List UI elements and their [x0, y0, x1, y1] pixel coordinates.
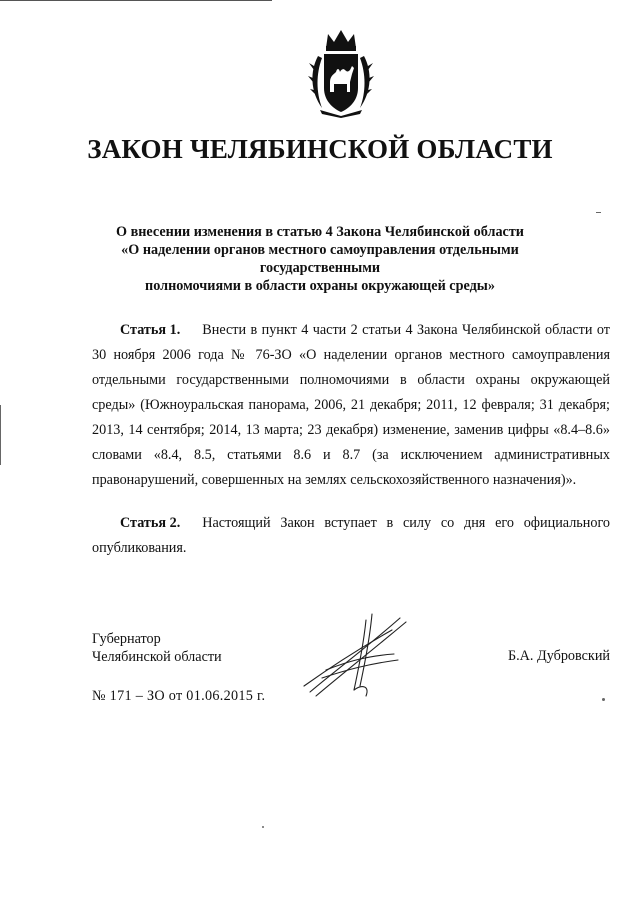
law-subtitle — [70, 223, 570, 295]
coat-of-arms-emblem — [308, 26, 374, 118]
subtitle-line: полномочиями в области охраны окружающей среды» — [145, 278, 495, 294]
subtitle-line: О внесении изменения в статью 4 Закона Челябинской области — [116, 224, 524, 240]
article-2-text: Настоящий Закон вступает в силу со дня его официального опубликования. — [92, 515, 610, 556]
governor-position: Губернатор — [92, 631, 161, 647]
document-title: ЗАКОН ЧЕЛЯБИНСКОЙ ОБЛАСТИ — [87, 134, 553, 164]
article-2 — [92, 511, 610, 561]
scan-mark — [602, 698, 605, 701]
law-number: № 171 – ЗО от 01.06.2015 г. — [92, 688, 266, 704]
governor-title — [92, 630, 222, 666]
scan-mark — [0, 405, 1, 465]
subtitle-line: «О наделении органов местного самоуправления отдельными государственными — [121, 242, 519, 276]
article-2-label: Статья 2. — [120, 515, 181, 531]
governor-name: Б.А. Дубровский — [507, 648, 610, 664]
article-1 — [92, 318, 610, 493]
handwritten-signature — [296, 600, 416, 710]
top-rule — [0, 0, 272, 1]
scan-mark — [596, 212, 601, 213]
article-1-text: Внести в пункт 4 части 2 статьи 4 Закона Челябинской области от 30 ноября 2006 года № 76-ЗО «О наделении органов местного самоуправления отдельными государственными полномочиями в области охраны окружающей среды» (Южноуральская панорама, 2006, 21 декабря; 2011, 12 февраля; 31 декабря; 2013, 14 сентября; 2014, 13 марта; 23 декабря) изменение, заменив цифры «8.4–8.6» словами «8.4, 8.5, статьями 8.6 и 8.7 (за исключением административных правонарушений, совершенных на землях сельскохозяйственного назначения)». — [92, 322, 610, 488]
governor-region: Челябинской области — [92, 649, 222, 665]
scan-mark — [262, 826, 264, 828]
article-1-label: Статья 1. — [120, 322, 181, 338]
